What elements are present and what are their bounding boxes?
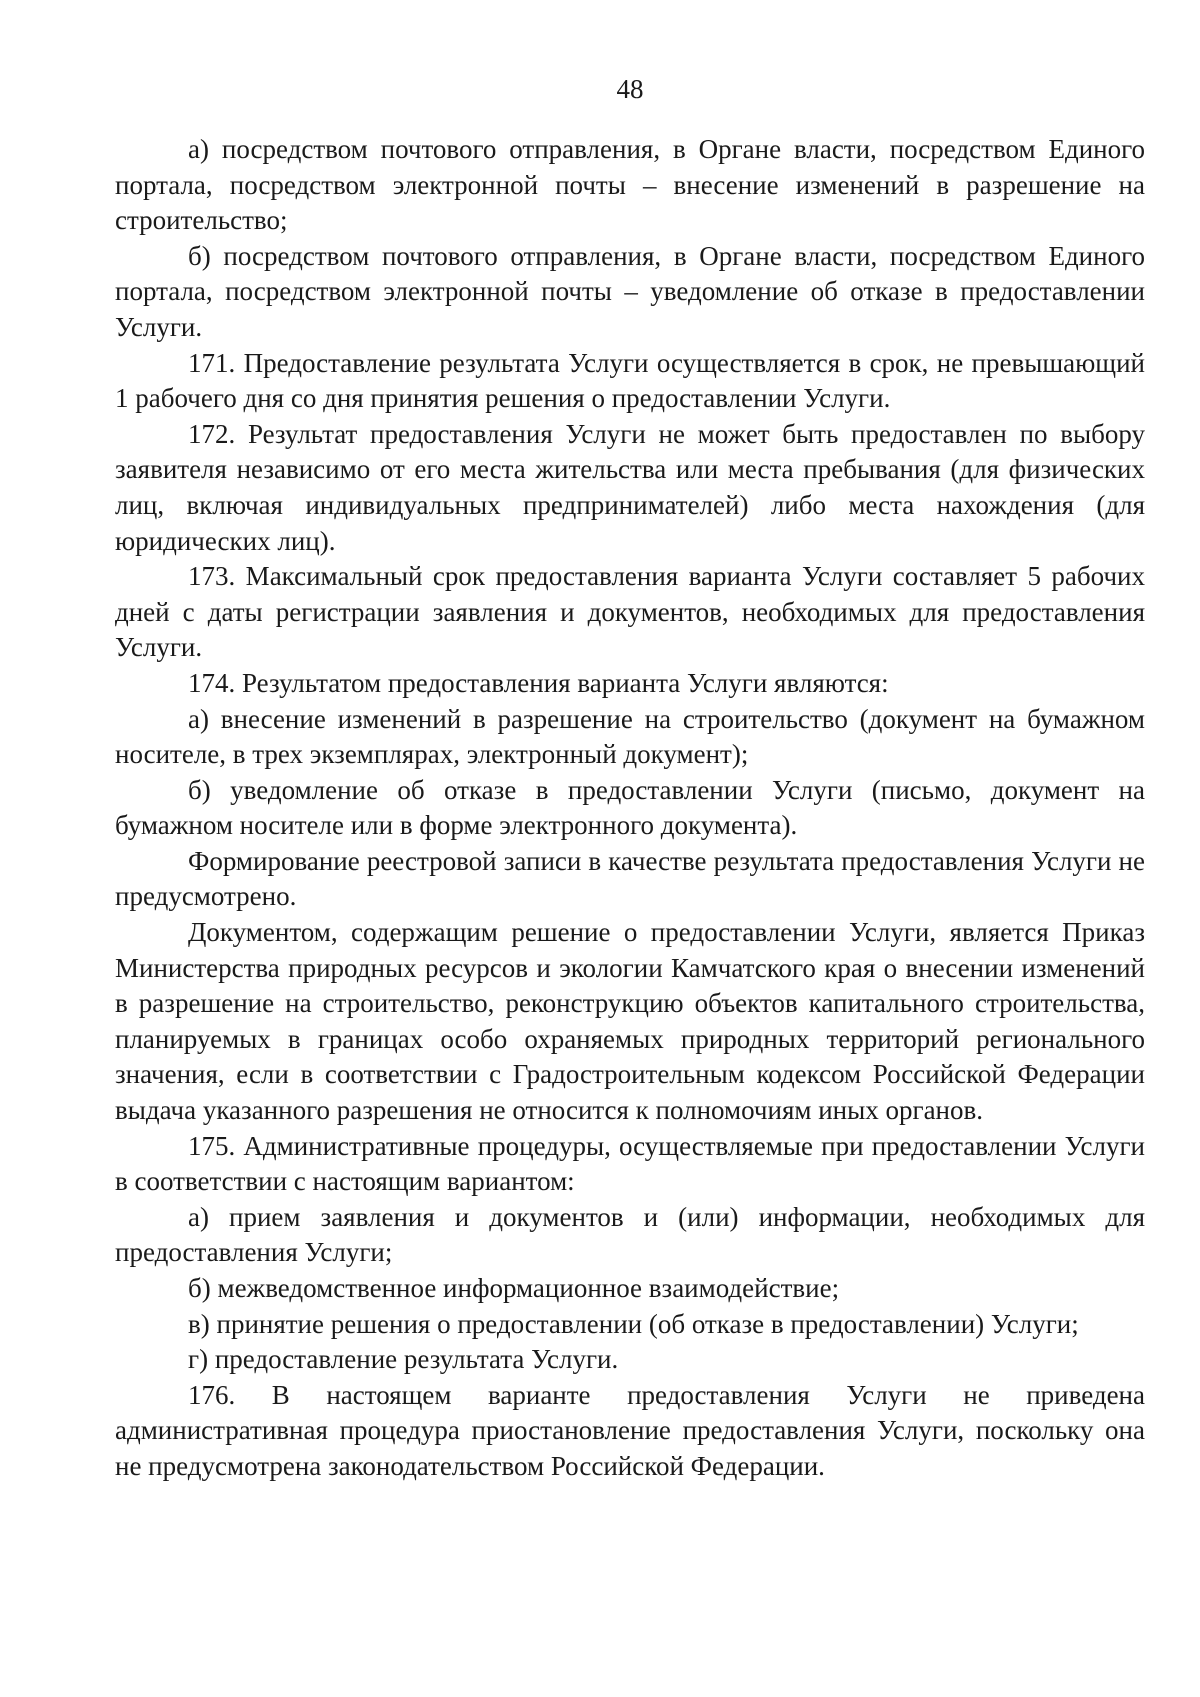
paragraph-item-b-mail: б) посредством почтового отправления, в Органе власти, посредством Единого портала, посредством электронной почты – уведомление об отказе в предоставлении Услуги. (115, 240, 1145, 342)
paragraph-175-item-b: б) межведомственное информационное взаимодействие; (188, 1273, 840, 1303)
paragraph-175: 175. Административные процедуры, осуществляемые при предоставлении Услуги в соответствии с настоящим вариантом: (115, 1130, 1145, 1197)
paragraph-175-item-a: а) прием заявления и документов и (или) информации, необходимых для предоставления Услуги; (115, 1201, 1145, 1268)
paragraph-registry-record: Формирование реестровой записи в качестве результата предоставления Услуги не предусмотрено. (115, 845, 1145, 912)
paragraph-171: 171. Предоставление результата Услуги осуществляется в срок, не превышающий 1 рабочего дня со дня принятия решения о предоставлении Услуги. (115, 347, 1145, 414)
paragraph-decision-document: Документом, содержащим решение о предоставлении Услуги, является Приказ Министерства природных ресурсов и экологии Камчатского края о внесении изменений в разрешение на строительство, реконструкцию объектов капитального строительства, планируемых в границах особо охраняемых природных территорий регионального значения, если в соответствии с Градостроительным кодексом Российской Федерации выдача указанного разрешения не относится к полномочиям иных органов. (115, 917, 1145, 1126)
page-number: 48 (616, 74, 644, 104)
paragraph-175-item-v: в) принятие решения о предоставлении (об отказе в предоставлении) Услуги; (188, 1308, 1079, 1339)
paragraph-172: 172. Результат предоставления Услуги не может быть предоставлен по выбору заявителя независимо от его места жительства или места пребывания (для физических лиц, включая индивидуальных предпринимателей) либо места нахождения (для юридических лиц). (115, 418, 1145, 556)
paragraph-175-item-g: г) предоставление результата Услуги. (188, 1344, 619, 1375)
paragraph-174: 174. Результатом предоставления варианта Услуги являются: (188, 667, 889, 698)
paragraph-176: 176. В настоящем варианте предоставления Услуги не приведена административная процедура приостановление предоставления Услуги, поскольку она не предусмотрена законодательством Российской Федерации. (115, 1379, 1145, 1481)
paragraph-174-item-a: а) внесение изменений в разрешение на строительство (документ на бумажном носителе, в трех экземплярах, электронный документ); (115, 703, 1145, 770)
paragraph-174-item-b: б) уведомление об отказе в предоставлении Услуги (письмо, документ на бумажном носителе или в форме электронного документа). (115, 774, 1145, 841)
paragraph-173: 173. Максимальный срок предоставления варианта Услуги составляет 5 рабочих дней с даты регистрации заявления и документов, необходимых для предоставления Услуги. (115, 561, 1145, 663)
document-body (115, 132, 1145, 1485)
paragraph-item-a-mail: а) посредством почтового отправления, в Органе власти, посредством Единого портала, посредством электронной почты – внесение изменений в разрешение на строительство; (115, 134, 1145, 236)
